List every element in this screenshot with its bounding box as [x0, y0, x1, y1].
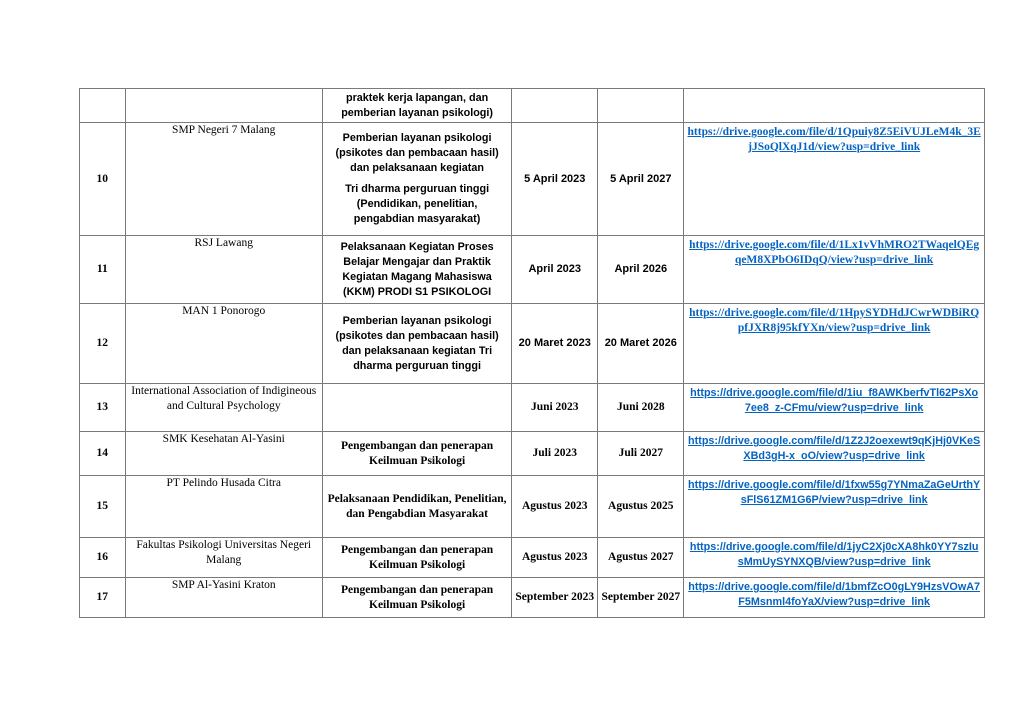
- institution-name: SMP Negeri 7 Malang: [125, 123, 322, 236]
- drive-link[interactable]: https://drive.google.com/file/d/1fxw55g7YNmaZaGeUrthYsFlS61ZM1G6P/view?usp=drive_link: [688, 479, 981, 506]
- table-row: [80, 304, 985, 384]
- end-date: Agustus 2025: [598, 476, 684, 538]
- table-row: [80, 578, 985, 618]
- activity-cell: [322, 123, 511, 236]
- start-date: [512, 89, 598, 123]
- activity-text: Pelaksanaan Pendidikan, Penelitian, dan Pengabdian Masyarakat: [327, 492, 507, 520]
- document-link-cell: [684, 123, 985, 236]
- row-number: 14: [80, 432, 126, 476]
- activity-cell: [322, 384, 511, 432]
- row-number: 11: [80, 236, 126, 304]
- activity-text: Pemberian layanan psikologi (psikotes dan pembacaan hasil) dan pelaksanaan kegiatan: [335, 132, 499, 174]
- activity-cell: [322, 304, 511, 384]
- start-date: Agustus 2023: [512, 476, 598, 538]
- end-date: [598, 89, 684, 123]
- end-date: 20 Maret 2026: [598, 304, 684, 384]
- institution-name: International Association of Indigineous and Cultural Psychology: [125, 384, 322, 432]
- table-row: [80, 123, 985, 236]
- row-number: 17: [80, 578, 126, 618]
- end-date: 5 April 2027: [598, 123, 684, 236]
- table-row: [80, 89, 985, 123]
- document-link-cell: [684, 89, 985, 123]
- row-number: 12: [80, 304, 126, 384]
- row-number: 15: [80, 476, 126, 538]
- row-number: 10: [80, 123, 126, 236]
- drive-link[interactable]: https://drive.google.com/file/d/1jyC2Xj0cXA8hk0YY7szIusMmUySYNXQB/view?usp=drive_link: [689, 541, 979, 568]
- document-link-cell: [684, 384, 985, 432]
- drive-link[interactable]: https://drive.google.com/file/d/1Lx1vVhMRO2TWaqelQEgqeM8XPbO6IDqQ/view?usp=drive_link: [689, 239, 980, 266]
- table-row: [80, 476, 985, 538]
- document-link-cell: [684, 304, 985, 384]
- end-date: September 2027: [598, 578, 684, 618]
- activity-text: Pengembangan dan penerapan Keilmuan Psikologi: [341, 543, 494, 571]
- institution-name: Fakultas Psikologi Universitas Negeri Malang: [125, 538, 322, 578]
- activity-cell: [322, 538, 511, 578]
- activity-text: Pelaksanaan Kegiatan Proses Belajar Mengajar dan Praktik Kegiatan Magang Mahasiswa (KKM) PRODI S1 PSIKOLOGI: [340, 240, 494, 298]
- institution-name: SMK Kesehatan Al-Yasini: [125, 432, 322, 476]
- row-number: [80, 89, 126, 123]
- activity-cell: [322, 89, 511, 123]
- document-link-cell: [684, 578, 985, 618]
- end-date: Juli 2027: [598, 432, 684, 476]
- start-date: April 2023: [512, 236, 598, 304]
- activity-text: Pengembangan dan penerapan Keilmuan Psikologi: [341, 583, 494, 611]
- table-row: [80, 236, 985, 304]
- table-row: [80, 384, 985, 432]
- drive-link[interactable]: https://drive.google.com/file/d/1iu_f8AWKberfvTl62PsXo7ee8_z-CFmu/view?usp=drive_link: [690, 387, 979, 414]
- institution-name: RSJ Lawang: [125, 236, 322, 304]
- table-row: [80, 432, 985, 476]
- table-row: [80, 538, 985, 578]
- activity-cell: [322, 476, 511, 538]
- row-number: 16: [80, 538, 126, 578]
- institution-name: [125, 89, 322, 123]
- institution-name: SMP Al-Yasini Kraton: [125, 578, 322, 618]
- drive-link[interactable]: https://drive.google.com/file/d/1bmfZcO0gLY9HzsVOwA7F5Msnml4foYaX/view?usp=drive_link: [688, 581, 981, 608]
- document-link-cell: [684, 236, 985, 304]
- activity-cell: [322, 578, 511, 618]
- document-link-cell: [684, 538, 985, 578]
- activity-text: Pengembangan dan penerapan Keilmuan Psikologi: [341, 439, 494, 467]
- end-date: Agustus 2027: [598, 538, 684, 578]
- start-date: 20 Maret 2023: [512, 304, 598, 384]
- start-date: 5 April 2023: [512, 123, 598, 236]
- activity-cell: [322, 236, 511, 304]
- start-date: Agustus 2023: [512, 538, 598, 578]
- start-date: Juni 2023: [512, 384, 598, 432]
- drive-link[interactable]: https://drive.google.com/file/d/1HpySYDHdJCwrWDBiRQpfJXR8j95kfYXn/view?usp=drive_link: [689, 307, 980, 334]
- row-number: 13: [80, 384, 126, 432]
- end-date: April 2026: [598, 236, 684, 304]
- activity-cell: [322, 432, 511, 476]
- activity-text: praktek kerja lapangan, dan pemberian layanan psikologi): [341, 91, 493, 119]
- start-date: Juli 2023: [512, 432, 598, 476]
- drive-link[interactable]: https://drive.google.com/file/d/1Z2J2oexewt9qKjHj0VKeSXBd3gH-x_oO/view?usp=drive_link: [688, 435, 981, 462]
- drive-link[interactable]: https://drive.google.com/file/d/1Qpuiy8Z5EiVUJLeM4k_3EjJSoQlXqJ1d/view?usp=drive_link: [687, 126, 981, 153]
- cooperation-table: [79, 88, 985, 618]
- activity-text: Pemberian layanan psikologi (psikotes dan pembacaan hasil) dan pelaksanaan kegiatan Tri dharma perguruan tinggi: [335, 314, 499, 372]
- institution-name: MAN 1 Ponorogo: [125, 304, 322, 384]
- end-date: Juni 2028: [598, 384, 684, 432]
- document-link-cell: [684, 432, 985, 476]
- institution-name: PT Pelindo Husada Citra: [125, 476, 322, 538]
- document-link-cell: [684, 476, 985, 538]
- start-date: September 2023: [512, 578, 598, 618]
- activity-text: Tri dharma perguruan tinggi (Pendidikan, penelitian, pengabdian masyarakat): [345, 183, 490, 225]
